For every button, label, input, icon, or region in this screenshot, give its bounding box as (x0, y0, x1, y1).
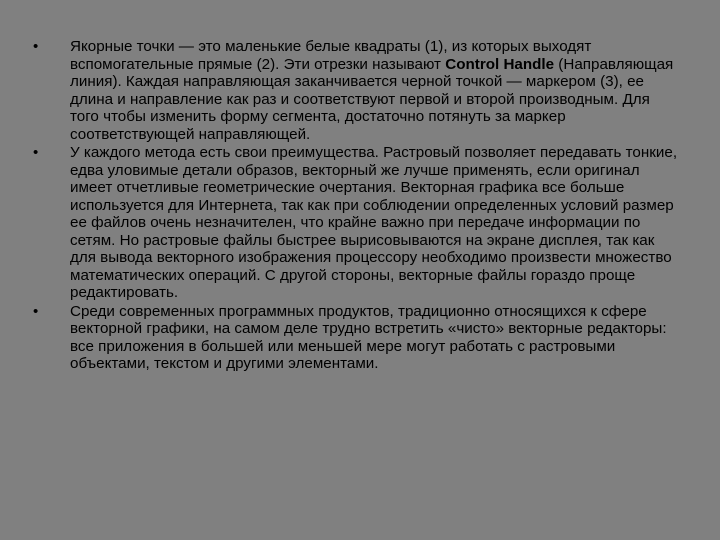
bullet-item (0, 144, 720, 302)
bullet-text-bold-term: Control Handle (445, 55, 555, 73)
bullet-text-segment: У каждого метода есть свои преимущества. Растровый позволяет передавать тонкие, едва уловимые детали образов, векторный же лучше применять, если оригинал имеет отчетливые геометрические очертания. Векторная графика все больше используется для Интернета, так как при соблюдении определенных условий размер ее файлов очень незначителен, что крайне важно при передаче информации по сетям. Но растровые файлы быстрее вырисовываются на экране дисплея, так как для вывода векторного изображения процессору необходимо произвести множество математических операций. С другой стороны, векторные файлы гораздо проще редактировать. (70, 144, 678, 301)
bullet-text-segment: Среди современных программных продуктов, традиционно относящихся к сфере векторной графики, на самом деле трудно встретить «чисто» векторные редакторы: все приложения в большей или меньшей мере могут работать с растровыми объектами, текстом и другими элементами. (70, 302, 667, 372)
bullet-item (0, 38, 720, 143)
bullet-text-segment: Якорные точки — это маленькие белые квадраты (1), из которых выходят вспомогательные прямые (2). Эти отрезки называют (70, 38, 592, 73)
bullet-marker: • (33, 38, 39, 55)
bullet-list (0, 38, 720, 374)
bullet-marker: • (33, 302, 39, 320)
bullet-text-segment: (Направляющая линия). Каждая направляющая заканчивается черной точкой — маркером (3), ее длина и направление как раз и соответствуют первой и второй производным. Для того чтобы изменить форму сегмента, достаточно потянуть за маркер соответствующей направляющей. (70, 55, 674, 143)
bullet-marker: • (33, 144, 39, 161)
bullet-item (0, 303, 720, 373)
